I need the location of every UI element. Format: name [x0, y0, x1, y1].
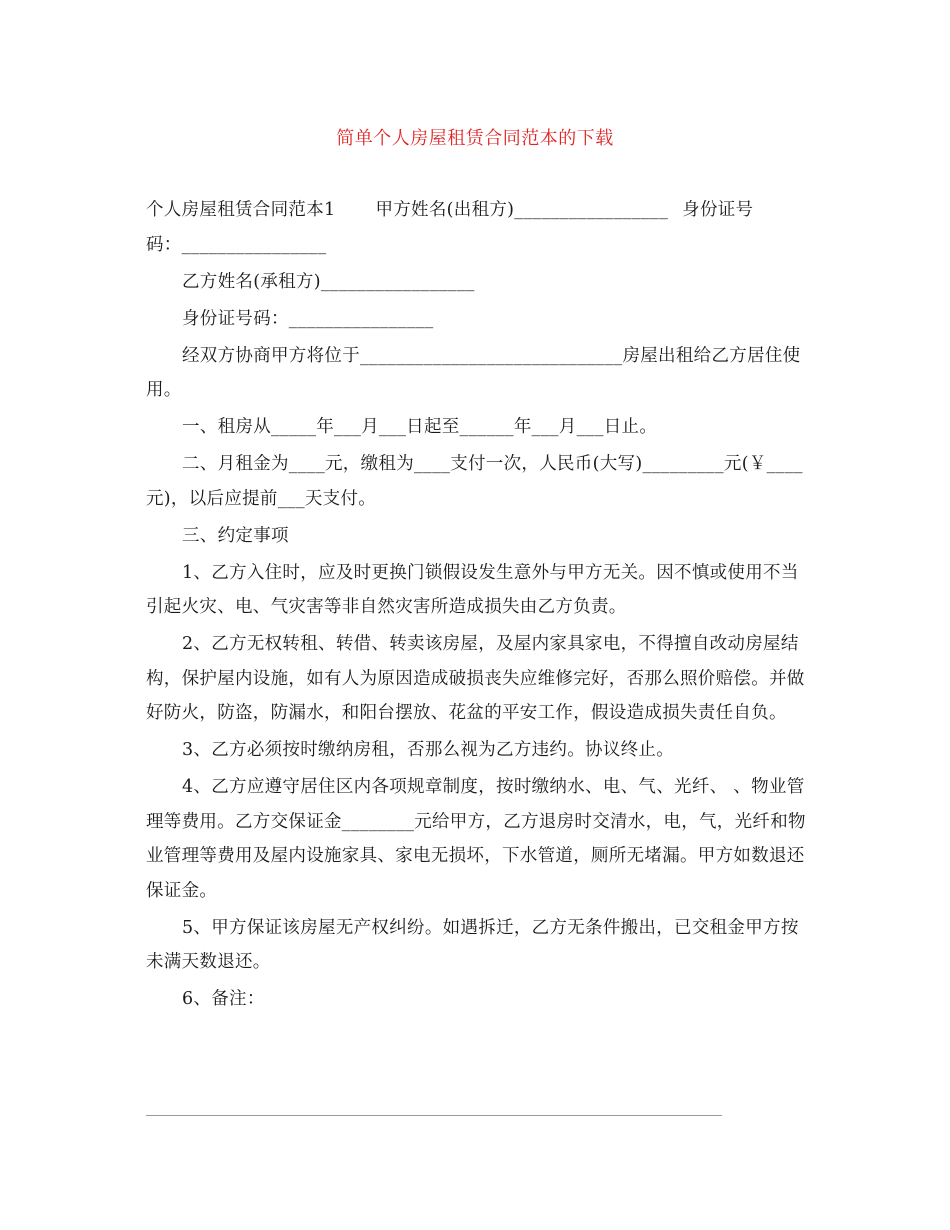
remarks-blank-line	[146, 1115, 722, 1116]
clause-rent: 二、月租金为____元，缴租为____支付一次，人民币(大写)_________元(￥____元)，以后应提前___天支付。	[146, 454, 803, 509]
agreed-item-6-remarks: 6、备注：	[182, 989, 265, 1009]
intro-line	[146, 193, 814, 262]
clause-agreed-items-heading: 三、约定事项	[182, 525, 289, 546]
contract-body	[146, 193, 814, 1019]
agreed-item-5: 5、甲方保证该房屋无产权纠纷。如遇拆迁，乙方无条件搬出，已交租金甲方按未满天数退还。	[146, 917, 799, 972]
document-title: 简单个人房屋租赁合同范本的下载	[336, 128, 614, 149]
party-a-id-label: 身份证号	[682, 200, 754, 220]
contract-label: 个人房屋租赁合同范本1	[146, 200, 336, 220]
party-a-name-field: 甲方姓名(出租方)_________________	[375, 200, 669, 220]
party-b-id-field: 身份证号码：________________	[182, 308, 434, 329]
agreed-item-4: 4、乙方应遵守居住区内各项规章制度，按时缴纳水、电、气、光纤、 、物业管理等费用。乙方交保证金________元给甲方，乙方退房时交清水，电，气，光纤和物业管理等费用及屋内设施家具、家电无损坏，下水管道，厕所无堵漏。甲方如数退还保证金。	[146, 777, 806, 901]
agreed-item-3: 3、乙方必须按时缴纳房租，否那么视为乙方违约。协议终止。	[182, 740, 675, 760]
agreed-item-1: 1、乙方入住时，应及时更换门锁假设发生意外与甲方无关。因不慎或使用不当引起火灾、电、气灾害等非自然灾害所造成损失由乙方负责。	[146, 562, 799, 617]
clause-term: 一、租房从_____年___月___日起至______年___月___日止。	[182, 417, 658, 437]
party-b-name-field: 乙方姓名(承租方)_________________	[182, 271, 475, 292]
agreed-item-2: 2、乙方无权转租、转借、转卖该房屋，及屋内家具家电，不得擅自改动房屋结构，保护屋内设施，如有人为原因造成破损丧失应维修完好，否那么照价赔偿。并做好防火，防盗，防漏水，和阳台摆放、花盆的平安工作，假设造成损失责任自负。	[146, 634, 805, 723]
property-location-clause: 经双方协商甲方将位于_____________________________房屋出租给乙方居住使用。	[146, 345, 801, 400]
party-a-id-field: 码：________________	[146, 234, 327, 255]
